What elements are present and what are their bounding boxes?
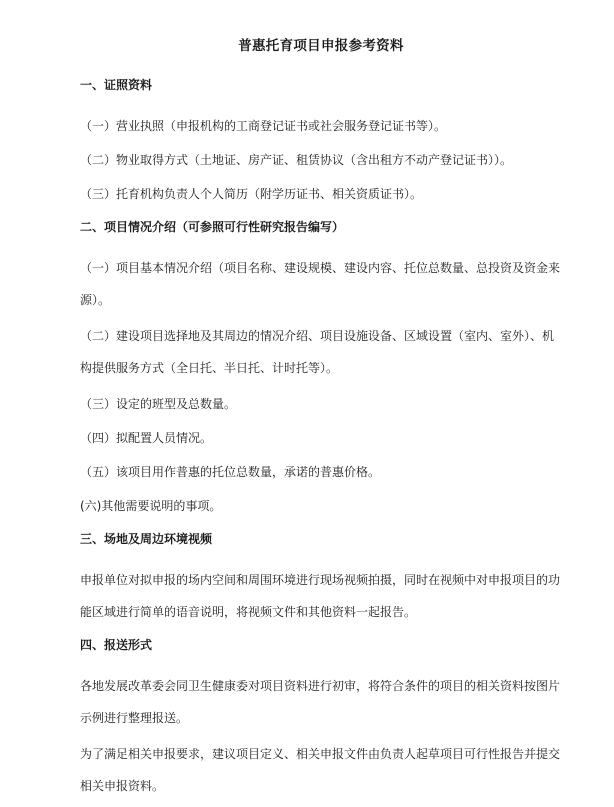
paragraph: （二）建设项目选择地及其周边的情况介绍、项目设施设备、区域设置（室内、室外）、机构提供服务方式（全日托、半日托、计时托等）。 [80,329,555,375]
paragraph: （三）设定的班型及总数量。 [80,397,237,411]
paragraph: （一）项目基本情况介绍（项目名称、建设规模、建设内容、托位总数量、总投资及资金来源）。 [80,261,561,307]
section-heading: 一、证照资料 [80,78,153,92]
section-heading: 三、场地及周边环境视频 [80,532,213,546]
document-title: 普惠托育项目申报参考资料 [238,38,404,54]
paragraph: (六)其他需要说明的事项。 [80,499,222,513]
paragraph: 申报单位对拟申报的场内空间和周围环境进行现场视频拍摄，同时在视频中对申报项目的功能区域进行简单的语音说明，将视频文件和其他资料一起报告。 [80,573,561,619]
paragraph: 各地发展改革委会同卫生健康委对项目资料进行初审，将符合条件的项目的相关资料按图片示例进行整理报送。 [80,679,561,725]
paragraph: 为了满足相关申报要求，建议项目定义、相关申报文件由负责人起草项目可行性报告并提交相关申报资料。 [80,747,561,793]
paragraph: （二）物业取得方式（土地证、房产证、租赁协议（含出租方不动产登记证书））。 [80,153,513,167]
section-project-intro [80,218,562,522]
section-certificates [80,76,562,210]
section-submission-format [80,636,562,802]
paragraph: （五）该项目用作普惠的托位总数量，承诺的普惠价格。 [80,465,381,479]
section-heading: 二、项目情况介绍（可参照可行性研究报告编写） [80,220,345,234]
paragraph: （三）托育机构负责人个人简历（附学历证书、相关资质证书）。 [80,187,423,201]
section-heading: 四、报送形式 [80,638,153,652]
section-site-video [80,530,562,628]
paragraph: （一）营业执照（申报机构的工商登记证书或社会服务登记证书等）。 [80,119,447,133]
paragraph: （四）拟配置人员情况。 [80,431,213,445]
